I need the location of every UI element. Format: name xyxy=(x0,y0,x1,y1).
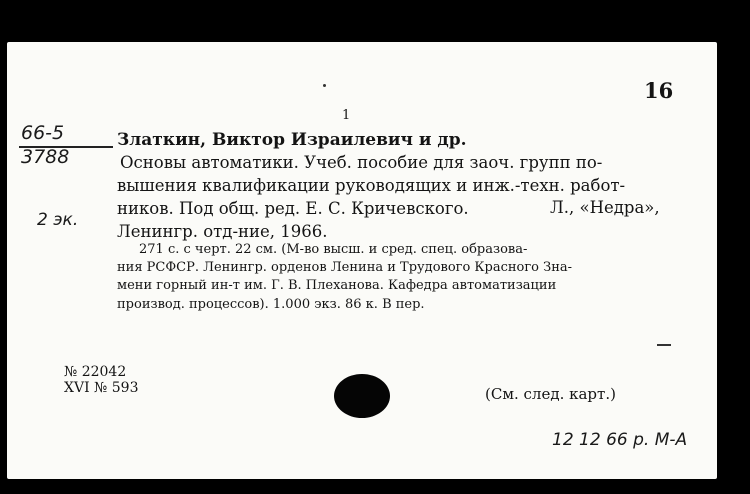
handwritten-note: 12 12 66 р. М-А xyxy=(552,430,688,450)
author-heading: Златкин, Виктор Израилевич и др. xyxy=(117,130,467,150)
index-mark: 1 xyxy=(342,108,351,123)
description-line-4: производ. процессов). 1.000 экз. 86 к. В пер. xyxy=(117,297,425,312)
registry-section: XVI № 593 xyxy=(64,380,139,396)
registry-number: № 22042 xyxy=(64,364,127,380)
description-line-3: мени горный ин-т им. Г. В. Плеханова. Кафедра автоматизации xyxy=(117,278,557,293)
speck xyxy=(323,84,326,87)
description-line-1: 271 с. с черт. 22 см. (М-во высш. и сред. спец. образова- xyxy=(139,242,528,257)
description-line-2: ния РСФСР. Ленингр. орденов Ленина и Трудового Красного Зна- xyxy=(117,260,573,275)
title-line-1: Основы автоматики. Учеб. пособие для заоч. групп по- xyxy=(120,153,603,172)
title-line-2: вышения квалификации руководящих и инж.-техн. работ- xyxy=(117,176,626,195)
catalog-card xyxy=(7,42,717,479)
card-number: 16 xyxy=(644,78,674,103)
publisher-line: Ленингр. отд-ние, 1966. xyxy=(117,222,328,241)
punch-hole xyxy=(334,374,390,418)
call-number-top: 66-5 xyxy=(21,122,65,144)
speck xyxy=(657,344,671,346)
see-next-card: (См. след. карт.) xyxy=(485,385,616,403)
copies-mark: 2 эк. xyxy=(37,210,79,230)
title-line-3: ников. Под общ. ред. Е. С. Кричевского. xyxy=(117,199,469,218)
publisher-place: Л., «Недра», xyxy=(550,198,660,217)
call-number-bottom: 3788 xyxy=(21,146,70,168)
